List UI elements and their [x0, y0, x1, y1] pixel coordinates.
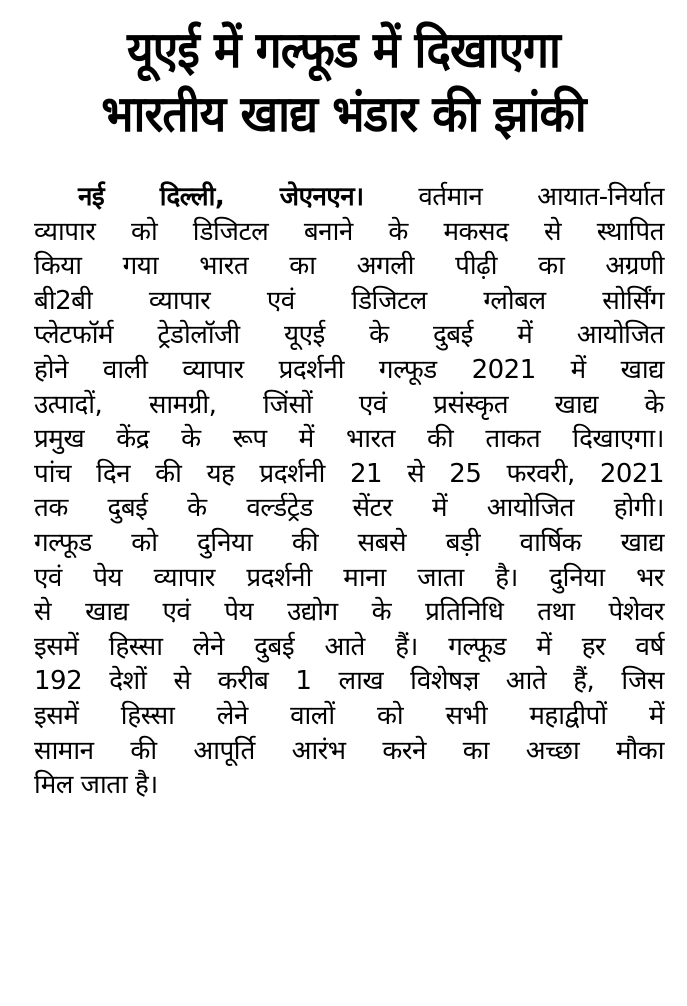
body-line-12: एवं पेय व्यापार प्रदर्शनी माना जाता है। दुनिया भर — [34, 562, 664, 593]
body-line-15: 192 देशों से करीब 1 लाख विशेषज्ञ आते हैं, जिस — [34, 666, 664, 697]
headline-line-2: भारतीय खाद्य भंडार की झांकी — [101, 85, 586, 143]
body-line-18: मिल जाता है। — [34, 770, 158, 801]
body-line-14: इसमें हिस्सा लेने दुबई आते हैं। गल्फूड में हर वर्ष — [34, 631, 664, 662]
body-line-6: होने वाली व्यापार प्रदर्शनी गल्फूड 2021 में खाद्य — [34, 354, 664, 385]
body-line-17: सामान की आपूर्ति आरंभ करने का अच्छा मौका — [34, 735, 664, 766]
body-line-16: इसमें हिस्सा लेने वालों को सभी महाद्वीपों में — [34, 700, 664, 731]
body-line-10: तक दुबई के वर्ल्डट्रेड सेंटर में आयोजित होगी। — [34, 493, 664, 524]
body-line-9: पांच दिन की यह प्रदर्शनी 21 से 25 फरवरी, 2021 — [34, 458, 664, 489]
body-line-2: व्यापार को डिजिटल बनाने के मकसद से स्थापित — [34, 216, 664, 247]
article-body — [34, 180, 664, 803]
body-line-3: किया गया भारत का अगली पीढ़ी का अग्रणी — [34, 251, 664, 282]
body-line-1-text: वर्तमान आयात-निर्यात — [363, 182, 664, 212]
body-line-1 — [34, 180, 664, 215]
body-line-7: उत्पादों, सामग्री, जिंसों एवं प्रसंस्कृत खाद्य के — [34, 389, 664, 420]
body-line-13: से खाद्य एवं पेय उद्योग के प्रतिनिधि तथा पेशेवर — [34, 597, 664, 628]
article-headline — [27, 18, 659, 146]
body-line-5: प्लेटफॉर्म ट्रेडोलॉजी यूएई के दुबई में आयोजित — [34, 320, 664, 351]
body-line-4: बी2बी व्यापार एवं डिजिटल ग्लोबल सोर्सिंग — [34, 285, 664, 316]
dateline: नई दिल्ली, जेएनएन। — [78, 182, 364, 212]
headline-line-1: यूएई में गल्फूड में दिखाएगा — [126, 21, 560, 79]
body-line-11: गल्फूड को दुनिया की सबसे बड़ी वार्षिक खाद्य — [34, 527, 664, 558]
body-line-8: प्रमुख केंद्र के रूप में भारत की ताकत दिखाएगा। — [34, 424, 664, 455]
